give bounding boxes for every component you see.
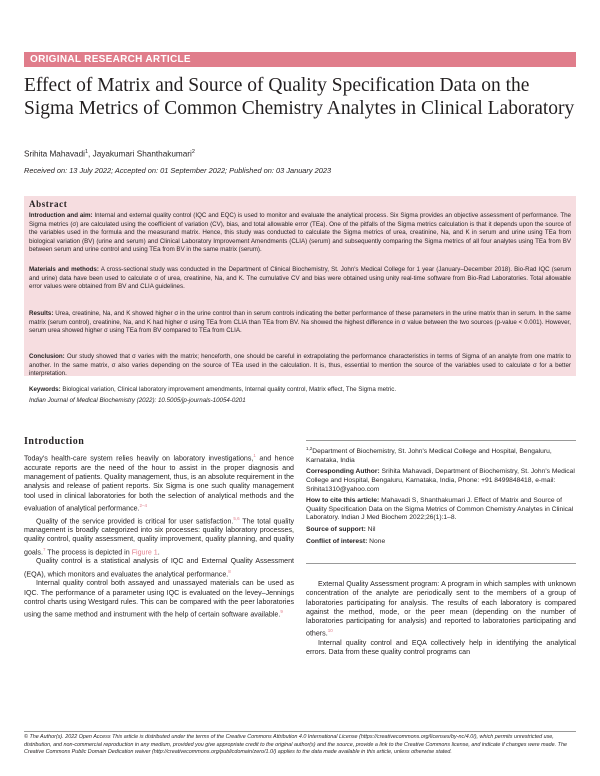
reference-link[interactable]: 2–4 [139,502,148,508]
article-type-label: ORIGINAL RESEARCH ARTICLE [30,54,191,65]
article-type-banner [24,52,576,67]
paragraph: Today's health-care system relies heavily on laboratory investigations,$^1$ and hence accurate reports are the need of the hour to assist in the proper diagnosis and management of patients. Quality management, thus, is an absolute requirement in the analysis and release of patient reports. Six Sigma is one such quality management tool used in clinical laboratories for both the selection of analytical methods and the evaluation of analytical performance.$^{2-4}$ [24,453,294,513]
introduction-heading: Introduction [24,436,85,447]
abstract-results [29,310,571,336]
paragraph: Quality of the service provided is critical for user satisfaction.$^{5,6}$ The total quality management is broadly categorized into six processes: quality laboratory processes, quality control, quality assessment, quality improvement, quality planning, and quality goals.$^7$ The process is depicted in Figure 1. [24,515,294,557]
keywords-text: Biological variation, Clinical laboratory improvement amendments, Internal quality control, Matrix effect, The Sigma metric. [60,386,397,393]
affiliation-ref: 1,2 [306,446,313,451]
publication-dates: Received on: 13 July 2022; Accepted on: 01 September 2022; Published on: 03 January 2023 [24,166,332,175]
figure-link[interactable]: Figure 1 [131,548,158,557]
abstract-heading: Abstract [29,199,68,209]
conflict-of-interest: Conflict of interest: None [306,537,386,545]
author-name[interactable]: Srihita Mahavadi [24,149,85,159]
divider [306,440,576,441]
keywords [29,386,571,395]
author-list: Srihita Mahavadi$^1$, Jayakumari Shanthakumari$^2$ [24,149,195,159]
author-affiliation-ref: 2 [191,149,195,155]
reference-link[interactable]: 7 [42,546,46,552]
license-footer: © The Author(s). 2022 Open Access This article is distributed under the terms of the Creative Commons Attribution 4.0 International License (https://creativecommons.org/licenses/by-nc/4.0/), which permits unrestricted use, distribution, and non-commercial reproduction in any medium, provided you give appropriate credit to the original author(s) and the source, provide a link to the Creative Commons license, and indicate if changes were made. The Creative Commons Public Domain Dedication waiver (http://creativecommons.org/publicdomain/zero/1.0/) applies to the data made available in this article, unless otherwise stated. [24,734,567,756]
paragraph: Internal quality control both assayed and unassayed materials can be used as IQC. The performance of a parameter using IQC is evaluated on the levey–Jennings control charts using Westgard rules. This can be compared with the peer laboratories using the same method and instrument with the help of certain software available.$^9$ [24,579,294,619]
author-name[interactable]: Jayakumari Shanthakumari [92,149,192,159]
abstract-text: Urea, creatinine, Na, and K showed higher σ in the urine control than in serum controls indicating the better performance of these parameters in the urine matrix than in serum. In the same matrix (serum control), creatinine, Na, and K had higher σ using TEa from CLIA than TEa from BV. Na showed the highest difference in σ value between the two sources (p-value < 0.001). However, serum urea showed higher σ using TEa from BV compared to TEa from CLIA. [29,310,571,335]
abstract-conclusion [29,353,571,379]
journal-citation: Indian Journal of Medical Biochemistry (2022): 10.5005/jp-journals-10054-0201 [29,397,246,404]
author-affiliation-ref: 1 [84,149,89,155]
article-info-panel [306,445,576,549]
paragraph: Quality control is a statistical analysis of IQC and External Quality Assessment (EQA), which monitors and evaluates the analytical performance.$^8$ [24,557,294,579]
abstract-box [24,196,576,376]
article-title: Effect of Matrix and Source of Quality Specification Data on the Sigma Metrics of Common Chemistry Analytes in Clinical Laboratory [24,75,575,119]
divider [306,563,576,564]
introduction-column-left [24,451,294,620]
reference-link[interactable]: 1 [253,453,256,458]
how-to-cite: How to cite this article: Mahavadi S, Shanthakumari J. Effect of Matrix and Source of Quality Specification Data on the Sigma Metrics of Common Chemistry Analytes in Clinical Laboratory. Indian J Med Biochem 2022;26(1):1–8. [306,497,574,522]
reference-link[interactable]: 9 [280,609,283,615]
introduction-column-right [306,580,576,658]
source-of-support: Source of support: Nil [306,525,376,533]
reference-link[interactable]: 5,6 [233,515,240,521]
corresponding-author: Corresponding Author: Srihita Mahavadi, Department of Biochemistry, St. John's Medical College and Hospital, Bengaluru, Karnataka, India, Phone: +91 8499848418, e-mail: Srihita1310@yahoo.com [306,468,575,493]
abstract-label: Conclusion: [29,353,65,360]
abstract-text: A cross-sectional study was conducted in the Department of Clinical Biochemistry, St. John's Medical College for 1 year (January–December 2018). Bio-Rad IQC (serum and urine) data have been used to calculate σ of urea, creatinine, Na, and K. The cumulative CV and bias were obtained using unity real-time software from Bio-Rad Laboratories. Total allowable error values were obtained from BV and CLIA guidelines. [29,266,571,291]
abstract-text: Our study showed that σ varies with the matrix; henceforth, one should be careful in extrapolating the performance characteristics in terms of Sigma of an analyte from one matrix to another. In the same matrix, σ also varies depending on the source of TEa used in the calculation. It is, thus, essential to mention the source of the variables used to calculate σ for a better interpretation. [29,353,571,378]
abstract-text: Internal and external quality control (IQC and EQC) is used to monitor and evaluate the analytical process. Six Sigma provides an objective assessment of performance. The Sigma metrics (σ) are calculated using the coefficient of variation (CV), bias, and total allowable error (TEa). One of the pitfalls of the Sigma metrics calculation is that it depends upon the source of the variables used in the formula and the measurand matrix. Hence, this study was conducted to calculate the Sigma metrics of urea, creatinine, Na, and K in serum and urine using TEa from biological variation (BV) (urine and serum) and Clinical Laboratory Improvement Amendments (CLIA) (serum) and subsequently comparing the Sigma metrics of all four analytes using TEa from BV between serum and urine control and using TEa from BV in the same matrix (serum). [29,212,571,254]
abstract-label: Materials and methods: [29,266,99,273]
keywords-label: Keywords: [29,386,61,393]
abstract-label: Results: [29,310,54,317]
paragraph: Internal quality control and EQA collectively help in identifying the analytical errors. Data from these quality control programs can [306,639,576,657]
abstract-introduction [29,212,571,255]
affiliation: $^{1,2}$Department of Biochemistry, St. John's Medical College and Hospital, Bengaluru, Karnataka, India [306,446,552,464]
abstract-label: Introduction and aim: [29,212,93,219]
divider [24,731,576,732]
abstract-methods [29,266,571,292]
reference-link[interactable]: 10 [327,628,333,634]
paragraph: External Quality Assessment program: A program in which samples with unknown concentration of the analyte are periodically sent to the members of a group of laboratories participating for analysis. The results of each laboratory is compared against the method, mode, or the peer mean (depending on the number of laboratories participating for analysis) and reported to laboratories participating and others.$^{10}$ [306,580,576,638]
reference-link[interactable]: 8 [228,568,231,574]
